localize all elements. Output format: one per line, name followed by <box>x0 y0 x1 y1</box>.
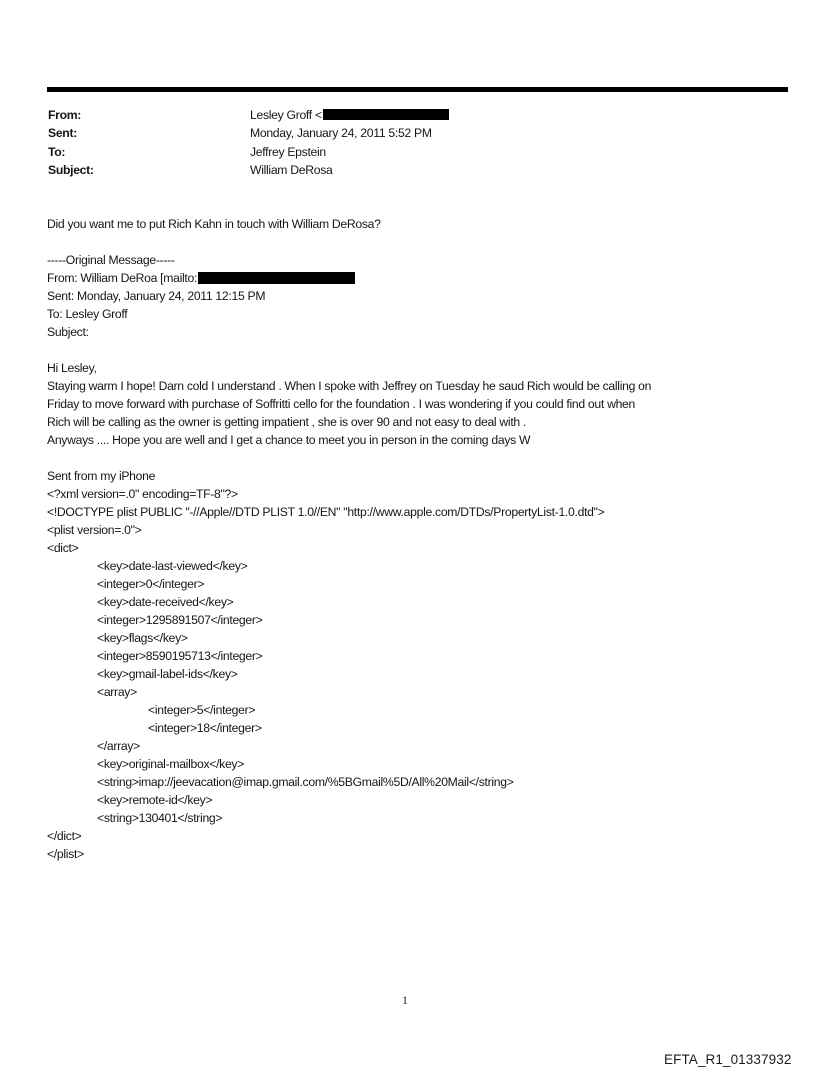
header-field-label: Sent: <box>48 126 77 141</box>
bates-number: EFTA_R1_01337932 <box>664 1052 792 1067</box>
email-line: <key>date-received</key> <box>97 595 234 609</box>
header-row <box>48 143 449 161</box>
email-line: <integer>1295891507</integer> <box>97 613 263 627</box>
email-line: Anyways .... Hope you are well and I get a chance to meet you in person in the coming days W <box>47 433 531 447</box>
email-line: <key>original-mailbox</key> <box>97 757 245 771</box>
redaction-bar <box>198 272 355 284</box>
header-field-label: To: <box>48 144 66 159</box>
page-number: 1 <box>402 993 408 1007</box>
email-line: Did you want me to put Rich Kahn in touch with William DeRosa? <box>47 217 381 231</box>
header-field-label: From: <box>48 108 82 122</box>
email-line: Hi Lesley, <box>47 361 97 375</box>
email-line: <key>gmail-label-ids</key> <box>97 667 238 681</box>
email-line: <key>remote-id</key> <box>97 793 213 807</box>
email-line: To: Lesley Groff <box>47 307 128 321</box>
email-line: -----Original Message----- <box>47 253 175 267</box>
email-line: <integer>0</integer> <box>97 577 205 591</box>
email-line: <integer>18</integer> <box>148 721 262 735</box>
email-line <box>47 233 651 251</box>
email-line: <!DOCTYPE plist PUBLIC "-//Apple//DTD PLIST 1.0//EN" "http://www.apple.com/DTDs/PropertyList-1.0.dtd"> <box>47 505 605 519</box>
email-line: <integer>8590195713</integer> <box>97 649 263 663</box>
header-row <box>48 106 449 124</box>
email-line: Subject: <box>47 325 89 339</box>
header-field-value: William DeRosa <box>250 163 333 178</box>
email-line: <integer>5</integer> <box>148 703 256 717</box>
email-line <box>47 341 651 359</box>
email-line: </dict> <box>47 829 82 843</box>
header-field-value: Monday, January 24, 2011 5:52 PM <box>250 126 432 141</box>
email-line: Friday to move forward with purchase of Soffritti cello for the foundation . I was wondering if you could find out when <box>47 397 636 411</box>
email-line: <key>flags</key> <box>97 631 188 645</box>
email-body <box>47 215 651 863</box>
email-line: <string>130401</string> <box>97 811 223 825</box>
header-divider-rule <box>47 87 788 92</box>
email-line: </plist> <box>47 847 84 861</box>
email-line: <plist version=.0"> <box>47 523 142 537</box>
email-header <box>48 106 449 180</box>
email-line: Sent from my iPhone <box>47 469 156 483</box>
email-line: Sent: Monday, January 24, 2011 12:15 PM <box>47 289 266 303</box>
email-line: <array> <box>97 685 137 699</box>
redaction-bar <box>323 109 449 120</box>
email-line: <?xml version=.0" encoding=TF-8"?> <box>47 487 238 501</box>
email-line: <key>date-last-viewed</key> <box>97 559 248 573</box>
header-field-label: Subject: <box>48 163 94 178</box>
email-line: <dict> <box>47 541 79 555</box>
header-field-value: Jeffrey Epstein <box>250 144 326 159</box>
email-line <box>47 449 651 467</box>
header-field-value: Lesley Groff < <box>250 106 449 124</box>
header-row <box>48 161 449 179</box>
email-line: </array> <box>97 739 140 753</box>
header-row <box>48 124 449 142</box>
email-line: From: William DeRoa [mailto: <box>47 269 651 287</box>
email-line: Staying warm I hope! Darn cold I understand . When I spoke with Jeffrey on Tuesday he saud Rich would be calling on <box>47 379 652 393</box>
email-line: <string>imap://jeevacation@imap.gmail.com/%5BGmail%5D/All%20Mail</string> <box>97 775 514 789</box>
email-line: Rich will be calling as the owner is getting impatient , she is over 90 and not easy to deal with . <box>47 415 527 429</box>
